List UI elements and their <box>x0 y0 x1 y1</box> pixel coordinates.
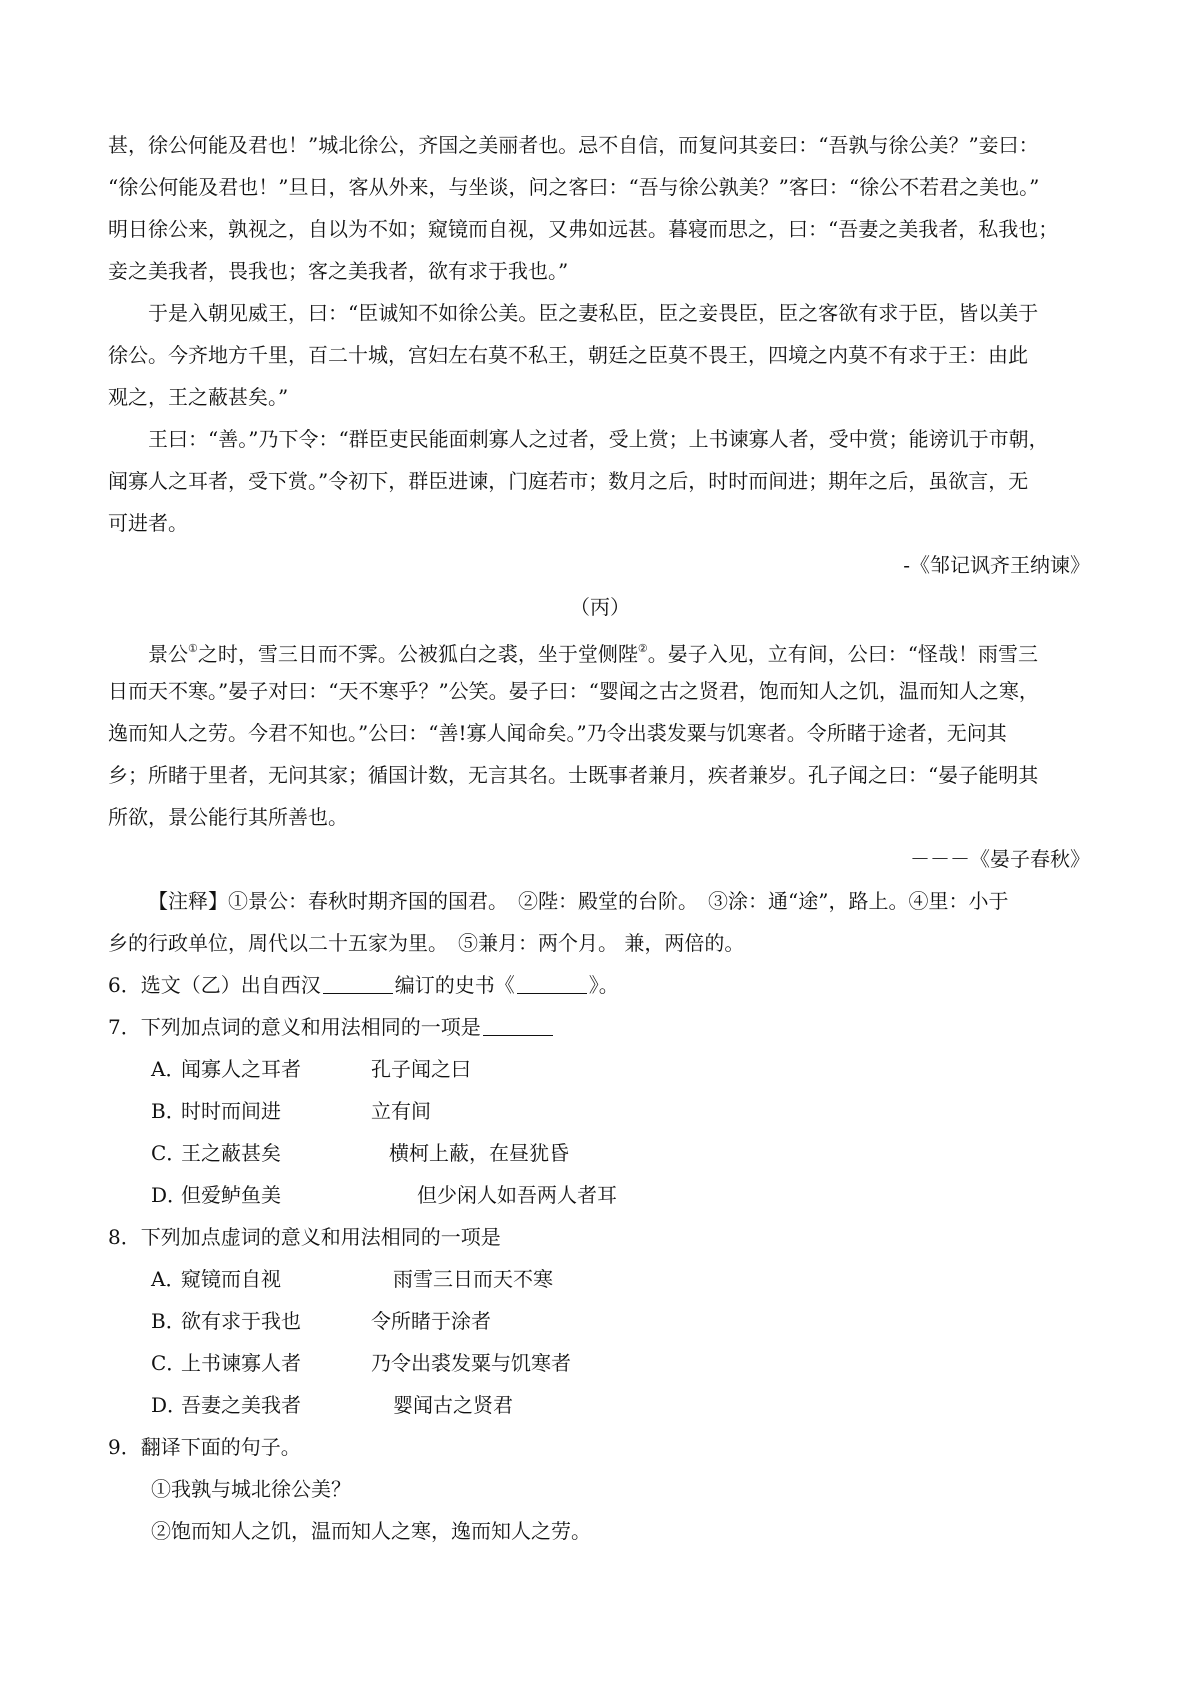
bing-line1 <box>148 637 1038 666</box>
option-letter: B． <box>151 1309 186 1333</box>
bing-heading: （丙） <box>570 595 630 619</box>
yi-p3-line2: 闻寡人之耳者，受下赏。”令初下，群臣进谏，门庭若市；数月之后，时时而间进；期年之后，虽欲言，无 <box>108 469 1029 493</box>
bing-line1-b: 之时，雪三日而不霁。公被狐白之裘，坐于堂侧陛 <box>197 642 638 666</box>
yi-p1-line4: 妾之美我者，畏我也；客之美我者，欲有求于我也。” <box>108 259 569 283</box>
q8-option-b[interactable] <box>151 1309 491 1333</box>
yi-p1-line1: 甚，徐公何能及君也！”城北徐公，齐国之美丽者也。忌不自信，而复问其妾曰：“吾孰与徐公美？”妾曰： <box>108 133 1039 157</box>
q9-item-2: ②饱而知人之饥，温而知人之寒，逸而知人之劳。 <box>151 1519 591 1543</box>
yi-source: -《邹记讽齐王纳谏》 <box>903 553 1090 577</box>
option-left: 上书谏寡人者 <box>181 1351 301 1375</box>
yi-p3-line1: 王曰：“善。”乃下令：“群臣吏民能面刺寡人之过者，受上赏；上书谏寡人者，受中赏；能谤讥于市朝， <box>148 427 1049 451</box>
q7-option-d[interactable] <box>151 1183 617 1207</box>
bing-line2: 日而天不寒。”晏子对曰：“天不寒乎？”公笑。晏子曰：“婴闻之古之贤君，饱而知人之饥，温而知人之寒， <box>108 679 1039 703</box>
q7-option-a[interactable] <box>151 1057 471 1081</box>
yi-p2-line3: 观之，王之蔽甚矣。” <box>108 385 289 409</box>
q9-item-1: ①我孰与城北徐公美？ <box>151 1477 351 1501</box>
option-right: 孔子闻之曰 <box>371 1057 471 1081</box>
question-9-stem: 9．翻译下面的句子。 <box>108 1435 301 1459</box>
bing-line1-c: 。晏子入见，立有间，公曰：“怪哉！雨雪三 <box>647 642 1038 666</box>
notes-line2: 乡的行政单位，周代以二十五家为里。 ⑤兼月：两个月。 兼，两倍的。 <box>108 931 745 955</box>
option-right: 雨雪三日而天不寒 <box>393 1267 553 1291</box>
option-right: 但少闲人如吾两人者耳 <box>417 1183 617 1207</box>
option-letter: D． <box>151 1183 188 1207</box>
q6-part-c: 》。 <box>588 973 619 997</box>
bing-source: －－－《晏子春秋》 <box>910 847 1090 871</box>
option-left: 但爱鲈鱼美 <box>181 1183 281 1207</box>
footnote-marker-1: ① <box>188 642 198 655</box>
q6-part-b: 编订的史书《 <box>394 973 515 997</box>
question-7-stem <box>108 1015 555 1039</box>
option-right: 横柯上蔽，在昼犹昏 <box>389 1141 569 1165</box>
option-letter: C． <box>151 1141 187 1165</box>
question-6 <box>108 973 619 997</box>
yi-p1-line3: 明日徐公来，孰视之，自以为不如；窥镜而自视，又弗如远甚。暮寝而思之，曰：“吾妻之美我者，私我也； <box>108 217 1059 241</box>
option-letter: B． <box>151 1099 186 1123</box>
bing-line1-a: 景公 <box>148 642 188 666</box>
q6-blank-1[interactable] <box>323 975 393 994</box>
option-right: 婴闻古之贤君 <box>393 1393 513 1417</box>
yi-p2-line2: 徐公。今齐地方千里，百二十城，宫妇左右莫不私王，朝廷之臣莫不畏王，四境之内莫不有求于王：由此 <box>108 343 1028 367</box>
option-right: 立有间 <box>371 1099 431 1123</box>
q7-blank[interactable] <box>483 1017 553 1036</box>
q8-option-d[interactable] <box>151 1393 513 1417</box>
option-left: 欲有求于我也 <box>181 1309 301 1333</box>
yi-p3-line3: 可进者。 <box>108 511 188 535</box>
q7-option-c[interactable] <box>151 1141 569 1165</box>
option-letter: A． <box>151 1057 186 1081</box>
yi-p2-line1: 于是入朝见威王，曰：“臣诚知不如徐公美。臣之妻私臣，臣之妾畏臣，臣之客欲有求于臣，皆以美于 <box>148 301 1039 325</box>
option-left: 窥镜而自视 <box>181 1267 281 1291</box>
q8-option-a[interactable] <box>151 1267 553 1291</box>
option-letter: A． <box>151 1267 186 1291</box>
q7-option-b[interactable] <box>151 1099 431 1123</box>
q6-part-a: 6．选文（乙）出自西汉 <box>108 973 321 997</box>
option-letter: C． <box>151 1351 187 1375</box>
option-left: 闻寡人之耳者 <box>181 1057 301 1081</box>
bing-line3: 逸而知人之劳。今君不知也。”公曰：“善!寡人闻命矣。”乃令出裘发粟与饥寒者。令所睹于途者，无问其 <box>108 721 1007 745</box>
bing-line4: 乡；所睹于里者，无问其家；循国计数，无言其名。士既事者兼月，疾者兼岁。孔子闻之曰：“晏子能明其 <box>108 763 1039 787</box>
question-8-stem: 8．下列加点虚词的意义和用法相同的一项是 <box>108 1225 501 1249</box>
q7-stem-text: 7．下列加点词的意义和用法相同的一项是 <box>108 1015 481 1039</box>
footnote-marker-2: ② <box>637 642 648 655</box>
option-left: 吾妻之美我者 <box>181 1393 301 1417</box>
notes-line1: 【注释】①景公：春秋时期齐国的国君。 ②陛：殿堂的台阶。 ③涂：通“途”，路上。④里：小于 <box>148 889 1009 913</box>
option-letter: D． <box>151 1393 188 1417</box>
option-left: 王之蔽甚矣 <box>181 1141 281 1165</box>
option-right: 令所睹于涂者 <box>371 1309 491 1333</box>
option-right: 乃令出裘发粟与饥寒者 <box>371 1351 571 1375</box>
q8-option-c[interactable] <box>151 1351 571 1375</box>
bing-line5: 所欲，景公能行其所善也。 <box>108 805 348 829</box>
option-left: 时时而间进 <box>181 1099 281 1123</box>
yi-p1-line2: “徐公何能及君也！”旦日，客从外来，与坐谈，问之客曰：“吾与徐公孰美？”客曰：“徐公不若君之美也。” <box>108 175 1040 199</box>
q6-blank-2[interactable] <box>517 975 587 994</box>
